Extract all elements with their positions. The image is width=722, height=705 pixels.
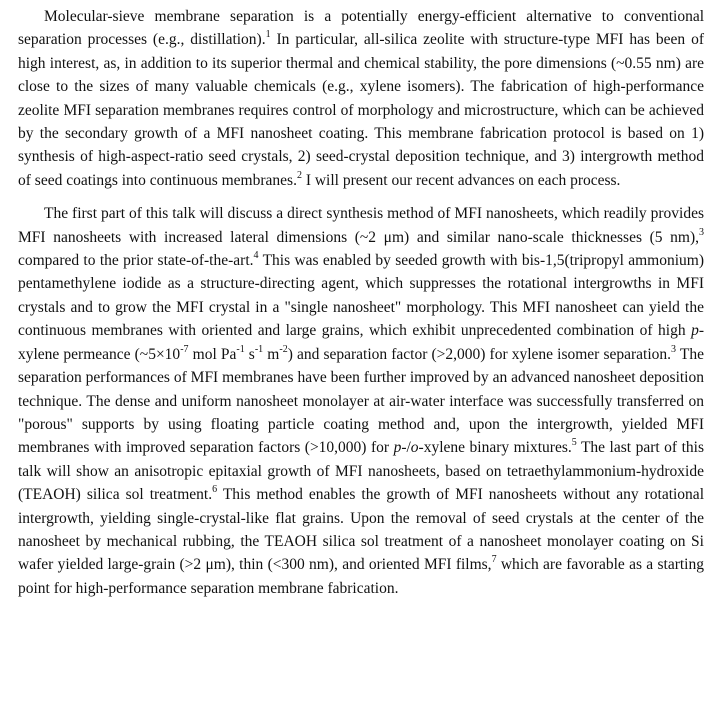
text-run: m [263, 345, 280, 363]
superscript: 1 [265, 29, 271, 41]
superscript: 5 [571, 437, 577, 449]
text-run: This method enables the growth of MFI nanosheets without any rotational intergrowth, yielding single-crystal-like flat grains. Upon the removal of seed crystals at the center of the nanosheet by mechanical rubbing, the TEAOH silica sol treatment of a nanosheet monolayer coating on Si wafer yielded large-grain (>2 μm), thin (<300 nm), and oriented MFI films, [18, 486, 704, 574]
text-run: s [244, 345, 255, 363]
paragraph-talk-overview [18, 202, 704, 600]
text-run: which are favorable as a starting point for high-performance separation membrane fabrication. [18, 556, 704, 597]
superscript: -7 [180, 343, 189, 355]
italic-text: o [410, 439, 419, 457]
italic-text: p [691, 322, 699, 340]
text-run: compared to the prior state-of-the-art. [18, 252, 254, 270]
text-run: ) and separation factor (>2,000) for xylene isomer separation. [287, 345, 672, 363]
superscript: 7 [491, 554, 497, 566]
superscript: 4 [253, 249, 259, 261]
superscript: 6 [212, 483, 218, 495]
text-run: This was enabled by seeded growth with bis-1,5(tripropyl ammonium) pentamethylene iodide as a structure-directing agent, which suppresses the rotational intergrowths in MFI crystals and to grow the MFI crystal in a "single nanosheet" morphology. This MFI nanosheet can yield the continuous membranes with oriented and large grains, which exhibit unprecedented combination of high [18, 252, 704, 340]
superscript: 3 [671, 343, 677, 355]
text-run: -xylene binary mixtures. [418, 439, 572, 457]
superscript: 2 [296, 169, 302, 181]
superscript: -1 [236, 343, 245, 355]
superscript: -2 [279, 343, 288, 355]
text-run: The last part of this talk will show an anisotropic epitaxial growth of MFI nanosheets, based on tetraethylammonium-hydroxide (TEAOH) silica sol treatment. [18, 439, 704, 504]
text-run: -xylene permeance (~5×10 [18, 322, 704, 363]
superscript: -1 [254, 343, 264, 355]
text-run: In particular, all-silica zeolite with structure-type MFI has been of high interest, as, in addition to its superior thermal and chemical stability, the pore dimensions (~0.55 nm) are close to the sizes of many valuable chemicals (e.g., xylene isomers). The fabrication of high-performance zeolite MFI separation membranes requires control of morphology and microstructure, which can be achieved by the secondary growth of a MFI nanosheet coating. This membrane fabrication protocol is based on 1) synthesis of high-aspect-ratio seed crystals, 2) seed-crystal deposition technique, and 3) intergrowth method of seed coatings into continuous membranes. [18, 31, 705, 189]
text-run: mol Pa [188, 345, 237, 363]
text-run: I will present our recent advances on each process. [301, 171, 621, 189]
document-page [18, 5, 704, 600]
paragraph-intro [18, 5, 704, 192]
superscript: 3 [699, 226, 704, 238]
italic-text: p [393, 439, 402, 457]
text-run: Molecular-sieve membrane separation is a potentially energy-efficient alternative to conventional separation processes (e.g., distillation). [18, 8, 704, 49]
text-run: The separation performances of MFI membranes have been further improved by an advanced nanosheet deposition technique. The dense and uniform nanosheet monolayer at air-water interface was successfully transferred on "porous" supports by using floating particle coating method and, upon the intergrowth, yielded MFI membranes with improved separation factors (>10,000) for [18, 345, 704, 457]
text-run: -/ [401, 439, 411, 457]
text-run: The first part of this talk will discuss a direct synthesis method of MFI nanosheets, which readily provides MFI nanosheets with increased lateral dimensions (~2 μm) and similar nano-scale thicknesses (5 nm), [18, 205, 704, 246]
